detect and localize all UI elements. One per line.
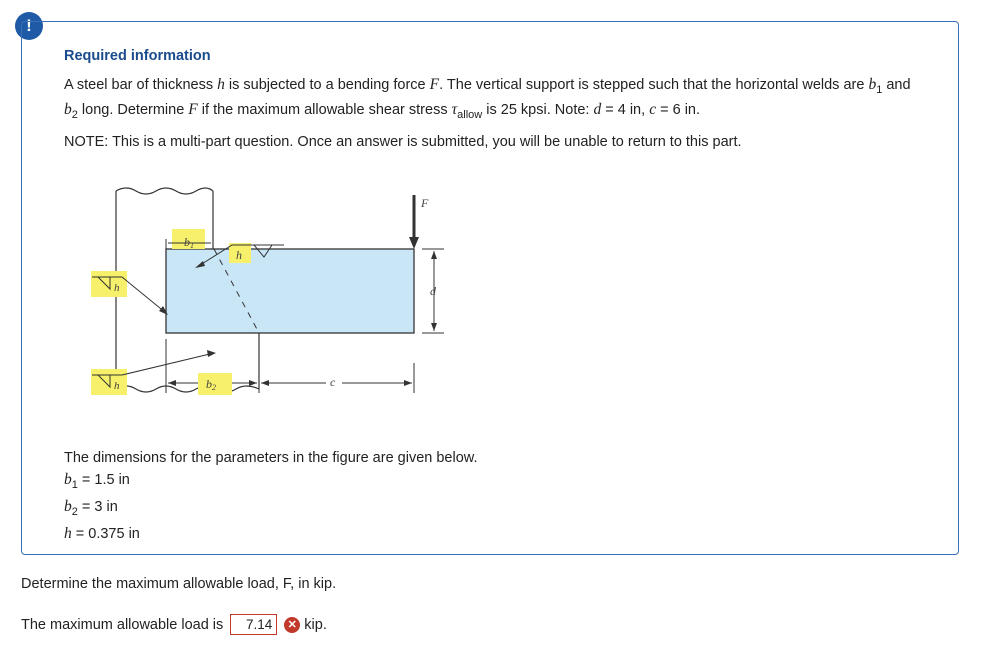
label-h-weld-1: h bbox=[114, 282, 120, 294]
label-b2: b2 bbox=[206, 377, 216, 392]
dims-intro: The dimensions for the parameters in the figure are given below. bbox=[64, 450, 478, 466]
label-h-weld-2: h bbox=[114, 380, 120, 392]
dim-h: h = 0.375 in bbox=[64, 524, 140, 542]
answer-row bbox=[21, 614, 327, 635]
problem-statement: A steel bar of thickness h is subjected to a bending force F. The vertical support is stepped such that the horizontal welds are $b_1$ and $b_2$ long. Determine F if the maximum allowable shear stress $\tau_{allow}$ is 25 kpsi. Note: d = 4 in, c = 6 in. bbox=[64, 76, 911, 121]
label-c: c bbox=[330, 375, 336, 389]
label-d: d bbox=[430, 284, 436, 298]
dim-b1: $b_1 = 1.5$ in bbox=[64, 471, 130, 491]
question-text: Determine the maximum allowable load, F, in kip. bbox=[21, 576, 337, 592]
label-b1: b1 bbox=[184, 235, 194, 250]
required-info-panel bbox=[21, 21, 959, 555]
incorrect-icon: ✕ bbox=[284, 617, 300, 633]
info-title: Required information bbox=[64, 48, 211, 64]
answer-prefix: The maximum allowable load is bbox=[21, 616, 224, 633]
answer-input[interactable]: 7.14 bbox=[230, 614, 277, 635]
dimensions-list bbox=[64, 448, 477, 545]
weld-figure bbox=[64, 167, 464, 402]
multipart-note: NOTE: This is a multi-part question. Once an answer is submitted, you will be unable to return to this part. bbox=[64, 134, 742, 150]
answer-unit: kip. bbox=[304, 616, 327, 633]
weld-diagram bbox=[64, 167, 464, 397]
dim-b2: $b_2 = 3$ in bbox=[64, 497, 118, 518]
label-F: F bbox=[421, 196, 429, 210]
label-h-top: h bbox=[236, 248, 242, 262]
alert-icon: ! bbox=[15, 12, 43, 40]
